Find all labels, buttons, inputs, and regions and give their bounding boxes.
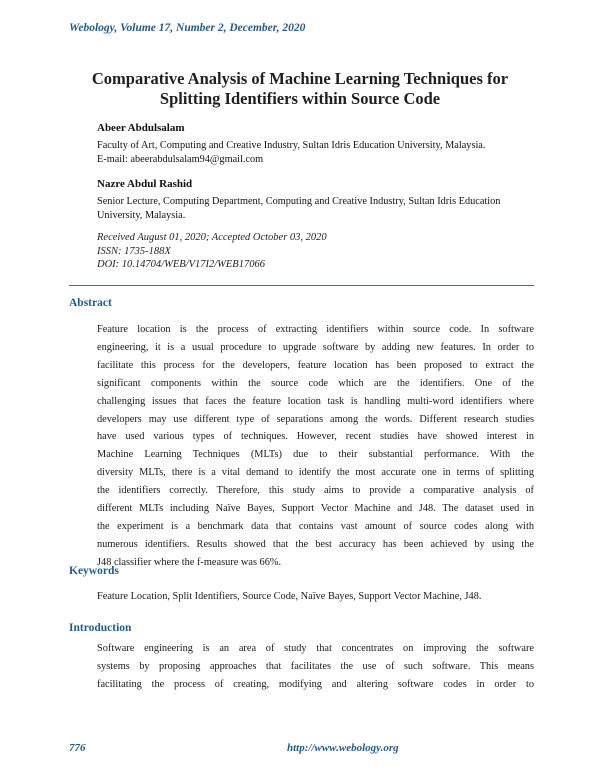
abstract-line: Machine Learning Techniques (MLTs) due to their substantial performance. With the [97,449,534,461]
doi: DOI: 10.14704/WEB/V17I2/WEB17066 [97,259,265,270]
abstract-line: diversity MLTs, there is a vital demand to identify the most accurate one in terms of splitting [97,467,534,479]
keywords-heading: Keywords [69,565,119,577]
section-divider [69,285,534,286]
introduction-line: systems by proposing approaches that facilitates the use of such software. This means [97,660,534,672]
abstract-line: facilitate this process for the developers, feature location has been proposed to extract the [97,359,534,371]
journal-header: Webology, Volume 17, Number 2, December, 2020 [69,22,306,34]
received-accepted-dates: Received August 01, 2020; Accepted October 03, 2020 [97,232,327,243]
paper-title-line-1: Comparative Analysis of Machine Learning Techniques for [91,69,509,88]
paper-title-line-2: Splitting Identifiers within Source Code [159,89,441,108]
author-affiliation-1: Faculty of Art, Computing and Creative Industry, Sultan Idris Education University, Malaysia. [97,139,486,151]
abstract-line: numerous identifiers. Results showed that the best accuracy has been achieved by using the [97,538,534,550]
abstract-body [97,321,534,572]
abstract-heading: Abstract [69,297,112,309]
author-block-2 [97,177,537,224]
author-affiliation-2-line-2: University, Malaysia. [97,210,186,221]
abstract-line: different MLTs including Naïve Bayes, Support Vector Machine and J48. The dataset used in [97,503,534,515]
author-affiliation-2-line-1: Senior Lecture, Computing Department, Computing and Creative Industry, Sultan Idris Education [97,195,501,207]
abstract-line: have used various types of techniques. However, recent studies have showed interest in [97,431,534,443]
journal-url-link[interactable]: http://www.webology.org [287,742,399,754]
issn: ISSN: 1735-188X [97,245,171,257]
introduction-line: facilitating the process of creating, modifying and altering software codes in order to [97,678,534,690]
page-number: 776 [69,742,86,754]
abstract-line: the identifiers correctly. Therefore, this study aims to provide a comparative analysis of [97,485,534,497]
abstract-line: developers may use different type of separations among the words. Different research studies [97,413,534,425]
keywords-body: Feature Location, Split Identifiers, Source Code, Naïve Bayes, Support Vector Machine, J48. [97,591,482,602]
abstract-line: the experiment is a benchmark data that contains vast amount of source codes along with [97,520,534,532]
author-block-1 [97,121,537,168]
paper-title [40,69,560,109]
introduction-line: Software engineering is an area of study that concentrates on improving the software [97,643,534,654]
author-email-1: E-mail: abeerabdulsalam94@gmail.com [97,154,264,165]
abstract-line: challenging issues that faces the feature location task is handling multi-word identifiers where [97,395,534,407]
abstract-line: engineering, it is a usual procedure to upgrade software by adding new features. In order to [97,341,534,353]
abstract-line: significant components within the source code which are the identifiers. One of the [97,377,534,389]
author-name-1: Abeer Abdulsalam [97,122,185,134]
author-name-2: Nazre Abdul Rashid [97,178,193,190]
abstract-line: Feature location is the process of extracting identifiers within source code. In software [97,324,534,335]
publication-info [97,231,327,272]
introduction-heading: Introduction [69,622,132,634]
abstract-line: J48 classifier where the f-measure was 66%. [97,556,282,568]
introduction-body [97,640,534,694]
